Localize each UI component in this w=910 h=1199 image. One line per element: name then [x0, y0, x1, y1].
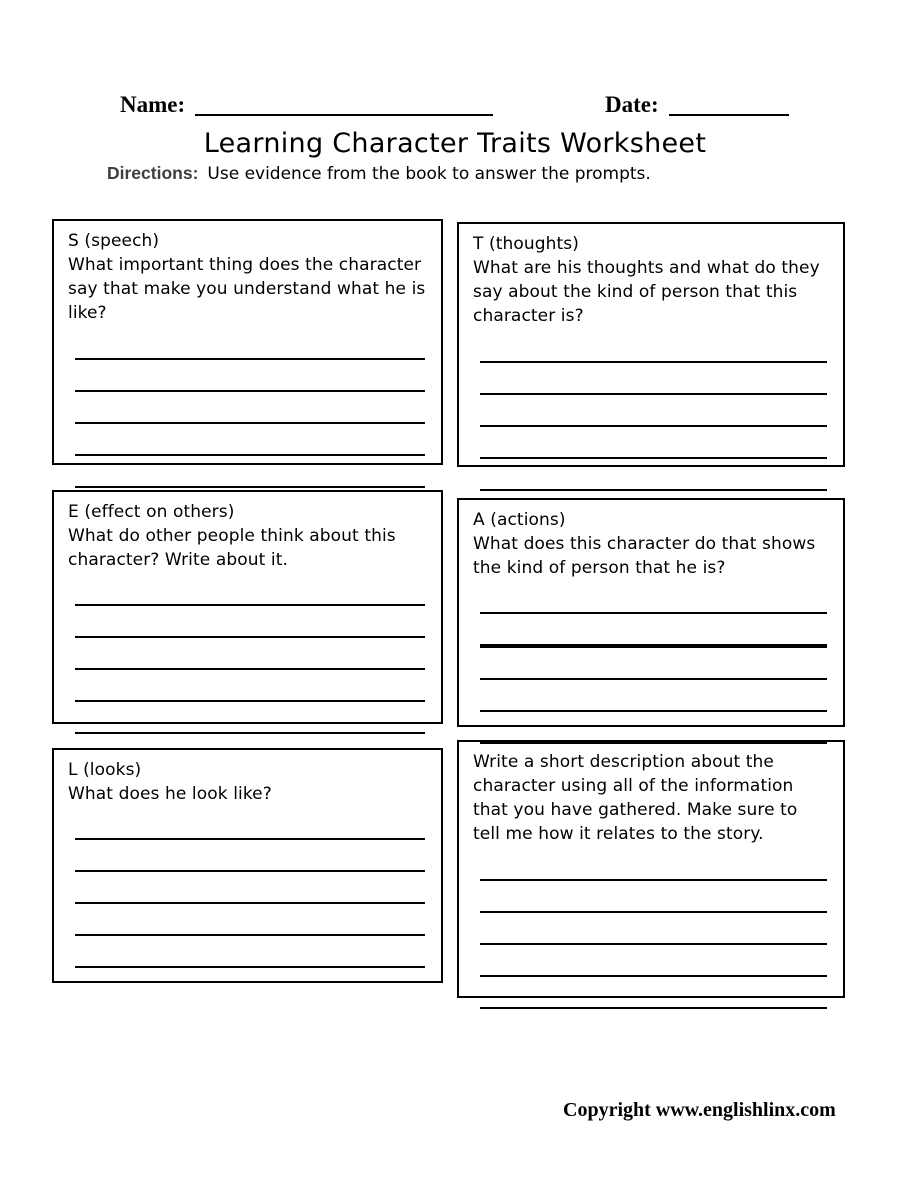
name-blank-line [195, 90, 493, 116]
writing-line [75, 638, 425, 670]
writing-line [75, 456, 425, 488]
box-effect-prompt: What do other people think about this character? Write about it. [68, 526, 396, 571]
writing-lines [75, 808, 425, 968]
writing-line [75, 574, 425, 606]
writing-line [480, 977, 827, 1009]
writing-line [480, 945, 827, 977]
name-label: Name: [120, 92, 186, 117]
box-speech-heading: S (speech) [68, 231, 160, 251]
writing-line [75, 840, 425, 872]
box-actions [457, 498, 845, 727]
box-summary [457, 740, 845, 998]
writing-line [480, 363, 827, 395]
box-thoughts-heading: T (thoughts) [473, 234, 579, 254]
writing-line [480, 680, 827, 712]
writing-line [75, 670, 425, 702]
box-effect-on-others [52, 490, 443, 724]
writing-line [75, 392, 425, 424]
writing-line [480, 648, 827, 680]
writing-line [75, 936, 425, 968]
writing-line [75, 606, 425, 638]
box-thoughts [457, 222, 845, 467]
writing-line [480, 331, 827, 363]
writing-line [75, 904, 425, 936]
writing-lines [75, 328, 425, 488]
writing-line [480, 459, 827, 491]
writing-line [75, 872, 425, 904]
writing-line [75, 424, 425, 456]
directions-text: Use evidence from the book to answer the prompts. [207, 164, 651, 184]
box-looks-prompt: What does he look like? [68, 784, 272, 805]
box-speech [52, 219, 443, 465]
box-actions-heading: A (actions) [473, 510, 566, 530]
writing-line [75, 328, 425, 360]
writing-line [75, 808, 425, 840]
writing-line [480, 427, 827, 459]
box-summary-prompt: Write a short description about the character using all of the information that you have gathered. Make sure to tell me how it relates to the story. [473, 752, 798, 845]
copyright-text: Copyright www.englishlinx.com [563, 1099, 836, 1121]
writing-line [75, 360, 425, 392]
box-thoughts-prompt: What are his thoughts and what do they say about the kind of person that this character is? [473, 258, 820, 327]
date-blank-line [669, 90, 789, 116]
writing-lines [480, 849, 827, 1009]
writing-line [75, 702, 425, 734]
date-field-row [605, 90, 789, 116]
writing-line [480, 395, 827, 427]
box-actions-prompt: What does this character do that shows the kind of person that he is? [473, 534, 816, 579]
writing-line [480, 582, 827, 614]
writing-line [480, 849, 827, 881]
box-looks-heading: L (looks) [68, 760, 142, 780]
date-label: Date: [605, 92, 659, 117]
writing-lines [480, 331, 827, 491]
directions-row [107, 163, 651, 184]
page-title: Learning Character Traits Worksheet [203, 128, 707, 159]
name-field-row [120, 90, 493, 116]
writing-lines [480, 582, 827, 744]
writing-lines [75, 574, 425, 734]
box-effect-heading: E (effect on others) [68, 502, 235, 522]
writing-line [480, 614, 827, 648]
writing-line [480, 881, 827, 913]
directions-label: Directions: [107, 163, 199, 183]
box-speech-prompt: What important thing does the character say that make you understand what he is like? [68, 255, 426, 324]
box-looks [52, 748, 443, 983]
writing-line [480, 913, 827, 945]
